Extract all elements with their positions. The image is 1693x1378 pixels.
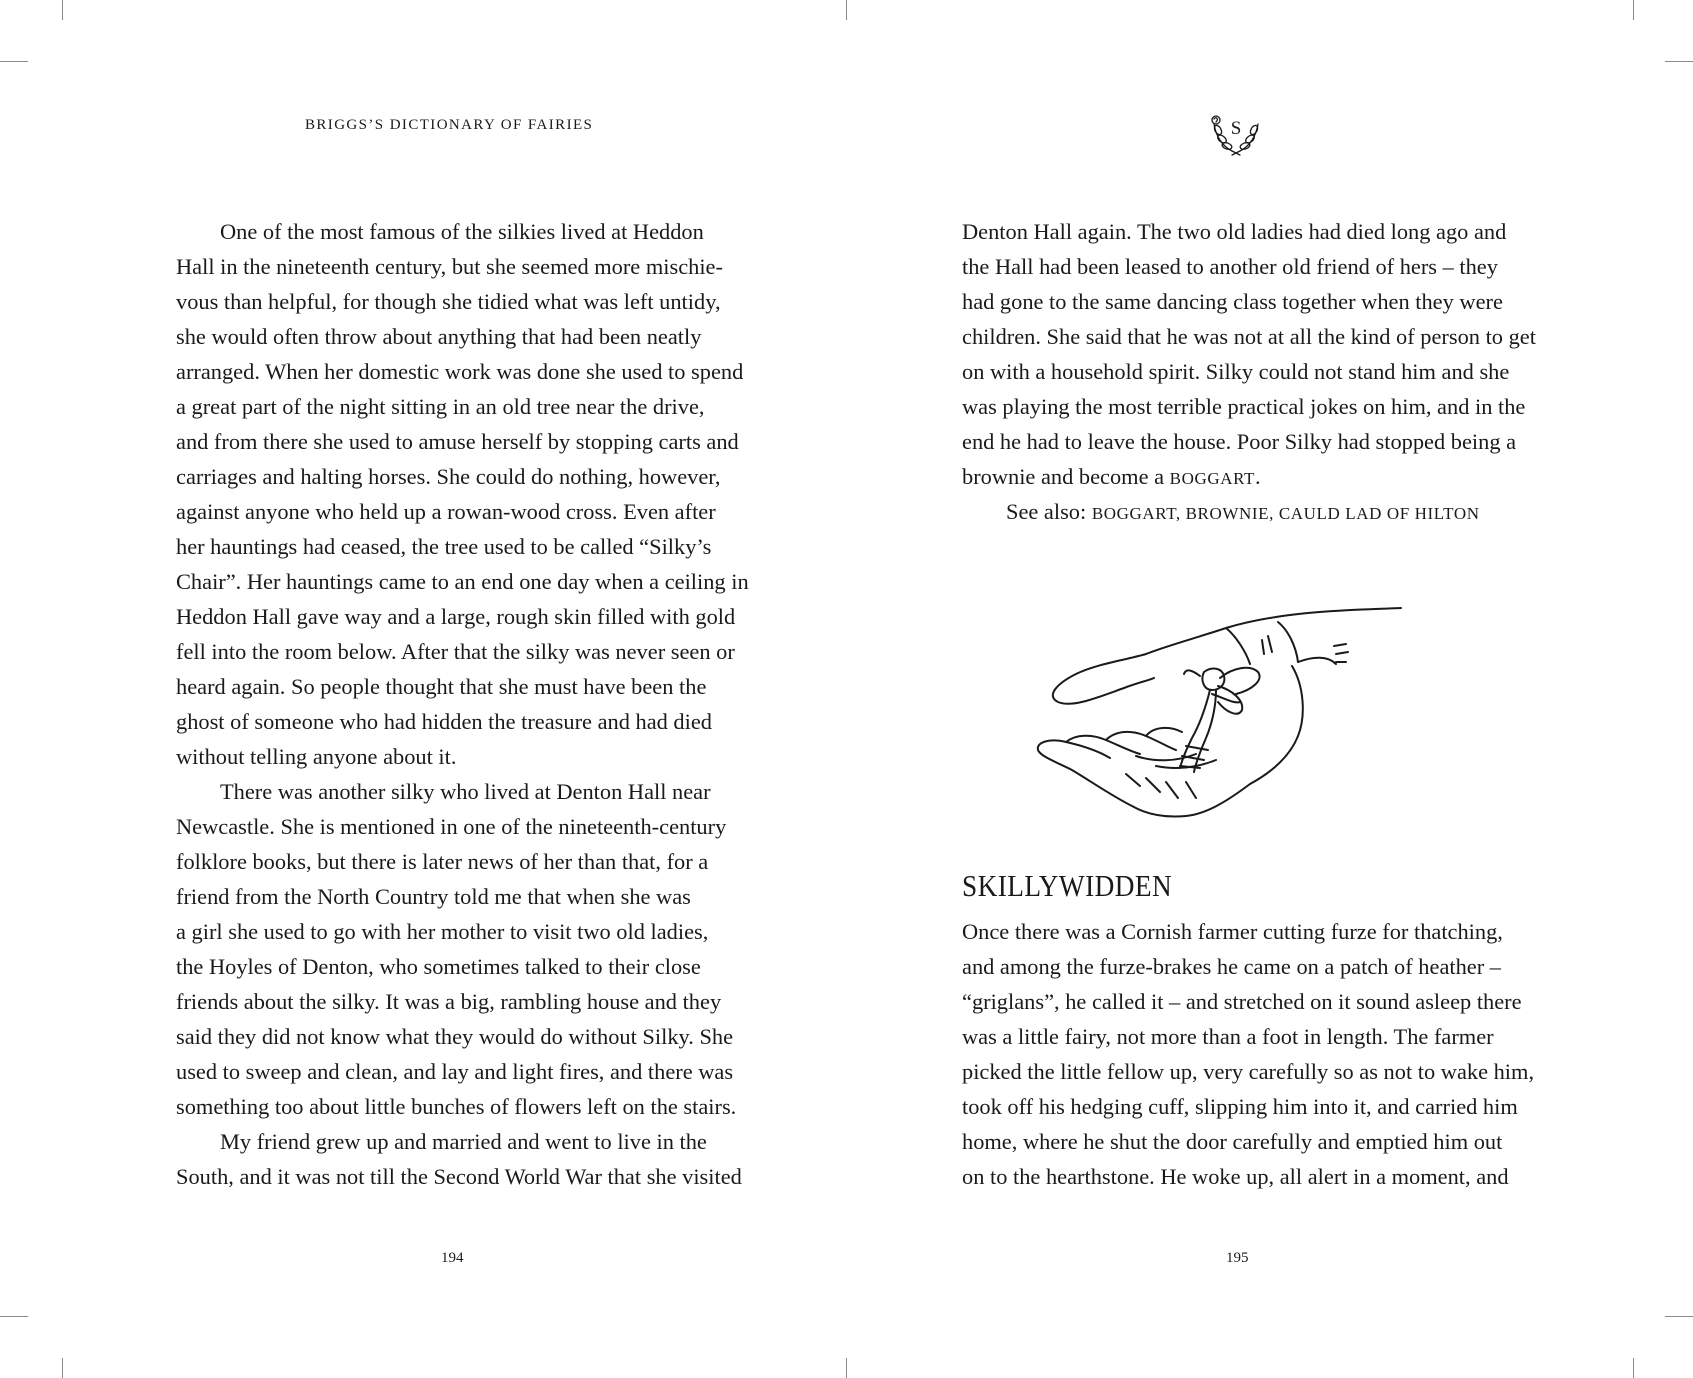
right-page-continuation: [962, 214, 1536, 529]
text-line: and from there she used to amuse herself by stopping carts and: [176, 429, 739, 454]
text-line: on to the hearthstone. He woke up, all alert in a moment, and: [962, 1164, 1509, 1189]
crop-mark: [62, 0, 63, 20]
see-also-references: BOGGART, BROWNIE, CAULD LAD OF HILTON: [1091, 504, 1480, 523]
section-letter-wreath-icon: [1206, 110, 1266, 160]
text-line: Heddon Hall gave way and a large, rough skin filled with gold: [176, 604, 736, 629]
text-line: took off his hedging cuff, slipping him into it, and carried him: [962, 1094, 1518, 1119]
page-number-left: 194: [441, 1250, 464, 1266]
text-line: picked the little fellow up, very carefully so as not to wake him,: [962, 1059, 1535, 1084]
text-line: Hall in the nineteenth century, but she seemed more mischie-: [176, 254, 723, 279]
text-line: brownie and become a BOGGART.: [962, 464, 1261, 489]
text-line: was playing the most terrible practical jokes on him, and in the: [962, 394, 1526, 419]
crop-mark: [846, 0, 847, 20]
text-line: “griglans”, he called it – and stretched on it sound asleep there: [962, 989, 1522, 1014]
text-line: Newcastle. She is mentioned in one of the nineteenth-century: [176, 814, 727, 839]
text-line: without telling anyone about it.: [176, 744, 457, 769]
crop-mark: [62, 1358, 63, 1378]
text-line: arranged. When her domestic work was done she used to spend: [176, 359, 744, 384]
text-line: vous than helpful, for though she tidied what was left untidy,: [176, 289, 721, 314]
crop-mark: [1633, 0, 1634, 20]
text-line: Chair”. Her hauntings came to an end one day when a ceiling in: [176, 569, 749, 594]
text-line: carriages and halting horses. She could do nothing, however,: [176, 464, 721, 489]
text-line: had gone to the same dancing class together when they were: [962, 289, 1503, 314]
page-number-right: 195: [1226, 1250, 1249, 1266]
text-line: something too about little bunches of flowers left on the stairs.: [176, 1094, 737, 1119]
text-line: There was another silky who lived at Denton Hall near: [220, 779, 711, 804]
text-line: children. She said that he was not at all the kind of person to get: [962, 324, 1536, 349]
cross-reference: BOGGART: [1169, 469, 1256, 488]
text-line: folklore books, but there is later news of her than that, for a: [176, 849, 709, 874]
text-line: was a little fairy, not more than a foot in length. The farmer: [962, 1024, 1494, 1049]
text-line: home, where he shut the door carefully and emptied him out: [962, 1129, 1503, 1154]
text-line: One of the most famous of the silkies lived at Heddon: [220, 219, 704, 244]
text-line: ghost of someone who had hidden the treasure and had died: [176, 709, 712, 734]
crop-mark: [1665, 61, 1693, 62]
crop-mark: [0, 1316, 28, 1317]
text-line: against anyone who held up a rowan-wood cross. Even after: [176, 499, 716, 524]
text-line: used to sweep and clean, and lay and light fires, and there was: [176, 1059, 734, 1084]
text-line: South, and it was not till the Second World War that she visited: [176, 1164, 742, 1189]
text-line: the Hall had been leased to another old friend of hers – they: [962, 254, 1498, 279]
text-line: Once there was a Cornish farmer cutting furze for thatching,: [962, 919, 1503, 944]
text-line: heard again. So people thought that she must have been the: [176, 674, 707, 699]
entry-heading: SKILLYWIDDEN: [962, 868, 1173, 903]
crop-mark: [846, 1358, 847, 1378]
text-line: My friend grew up and married and went to live in the: [220, 1129, 707, 1154]
left-page-text: [176, 214, 749, 1194]
crop-mark: [0, 61, 28, 62]
text-line: and among the furze-brakes he came on a patch of heather –: [962, 954, 1501, 979]
text-line: friend from the North Country told me that when she was: [176, 884, 691, 909]
text-line: the Hoyles of Denton, who sometimes talked to their close: [176, 954, 701, 979]
crop-mark: [1665, 1316, 1693, 1317]
text-line: said they did not know what they would do without Silky. She: [176, 1024, 734, 1049]
text-line: she would often throw about anything that had been neatly: [176, 324, 702, 349]
text-line: friends about the silky. It was a big, rambling house and they: [176, 989, 722, 1014]
entry-body-text: [962, 914, 1535, 1194]
fairy-in-hand-illustration: [1036, 606, 1406, 836]
text-line: a girl she used to go with her mother to visit two old ladies,: [176, 919, 709, 944]
text-line: her hauntings had ceased, the tree used to be called “Silky’s: [176, 534, 712, 559]
text-line: on with a household spirit. Silky could not stand him and she: [962, 359, 1510, 384]
crop-mark: [1633, 1358, 1634, 1378]
text-line: Denton Hall again. The two old ladies had died long ago and: [962, 219, 1507, 244]
text-line: end he had to leave the house. Poor Silky had stopped being a: [962, 429, 1517, 454]
text-line: a great part of the night sitting in an old tree near the drive,: [176, 394, 705, 419]
see-also-line: See also: BOGGART, BROWNIE, CAULD LAD OF HILTON: [1006, 499, 1480, 524]
text-line: fell into the room below. After that the silky was never seen or: [176, 639, 735, 664]
section-letter: S: [1230, 118, 1242, 139]
running-head: BRIGGS’S DICTIONARY OF FAIRIES: [305, 117, 594, 133]
